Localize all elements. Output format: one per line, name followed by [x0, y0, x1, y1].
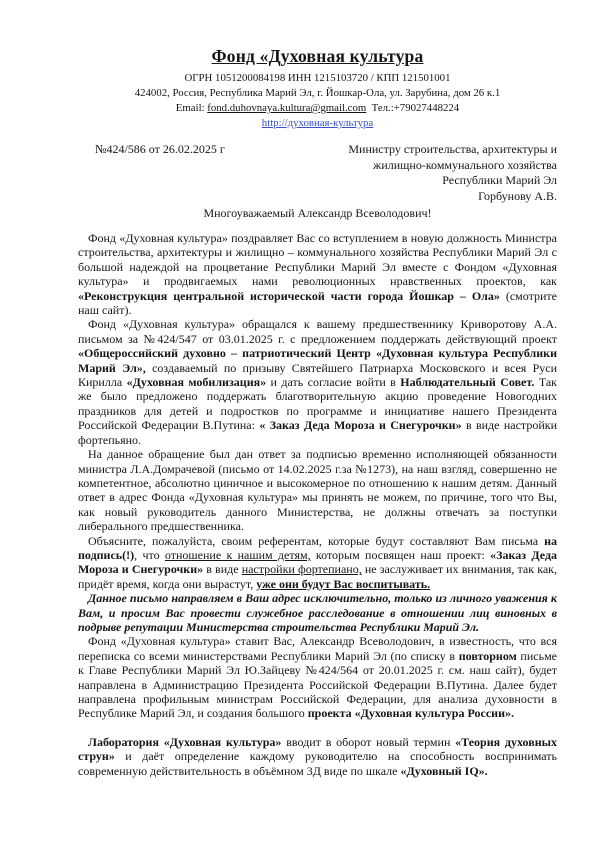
paragraph — [78, 634, 557, 720]
text-run: проекта «Духовная культура России». — [307, 706, 514, 721]
text-run: и дать согласие войти в — [266, 375, 401, 390]
addressee-line: жилищно-коммунального хозяйства — [373, 157, 557, 172]
paragraph — [78, 591, 557, 634]
text-run: «Общероссийский духовно – патриотический Центр «Духовная культура Республики Марий Эл», — [78, 346, 557, 375]
text-run: «Реконструкция центральной исторической части города Йошкар – Ола» — [78, 288, 500, 303]
addressee-block — [348, 142, 557, 204]
text-run: повторном — [458, 648, 517, 663]
website-line — [78, 116, 557, 131]
website-link[interactable]: http://духовная-культура — [261, 117, 374, 129]
text-run: «Духовный IQ». — [400, 763, 488, 778]
text-run: Объясните, пожалуйста, своим референтам, которые будут составляют Вам письма — [88, 533, 545, 548]
text-run: Фонд «Духовная культура» ставит Вас, Александр Всеволодович, в известность, что вся переписка со всеми министерствами Республики Марий Эл (по списку в — [78, 634, 557, 663]
text-run: в виде — [203, 562, 242, 577]
paragraph — [78, 735, 557, 778]
addressee-line: Горбунову А.В. — [478, 188, 557, 203]
text-run: На данное обращение был дан ответ за подписью временно исполняющей обязанности министра Л.А.Домрачевой (письмо от 14.02.2025 г.за №1273), на наш взгляд, совершенно не компетентное, абсолютно циничное и высокомерное по отношению к нашим детям. Данный ответ в адрес Фонда «Духовная культура» мы принять не можем, по причине, того что Вы, как новый руководитель данного Министерства, не должны отвечать за поступки либерального предшественника. — [78, 447, 557, 534]
text-run: Наблюдательный Совет. — [400, 375, 535, 390]
email-label: Email: — [175, 102, 205, 114]
text-run: вводит в оборот новый термин — [281, 734, 456, 749]
text-run: письме к Главе Республики Марий Эл Ю.Зайцеву №424/564 от 20.01.2025 г. см. наш сайт), будет направлена в Администрацию Президента Российской Федерации В.Путина. Далее будет направлена профильным министрам Российской Федерации, для анализа духовности в Республике Марий Эл, и создания большого — [78, 648, 557, 721]
text-run: (смотрите наш сайт). — [78, 288, 557, 318]
text-run: Фонд «Духовная культура» поздравляет Вас со вступлением в новую должность Министра строительства, архитектуры и жилищно – коммунального хозяйства Республики Марий Эл с большой надеждой на процветание Республики Марий Эл вместе с Фондом «Духовная культура» и продвигаемых нами революционных нравственных проектов, как — [78, 231, 557, 289]
paragraph — [78, 231, 557, 317]
letterhead — [78, 46, 557, 131]
phone-number: Тел.:+79027448224 — [371, 102, 460, 114]
text-run: «Духовная мобилизация» — [126, 375, 267, 390]
text-run: , что — [134, 547, 165, 562]
org-title: Фонд «Духовная культура — [211, 46, 424, 66]
text-run: настройки фортепиано, — [241, 562, 362, 577]
text-run: « Заказ Деда Мороза и Снегурочки» — [259, 418, 462, 433]
reference-number: №424/586 от 26.02.2025 г — [95, 142, 225, 156]
text-run: «Теория духовных струн» — [78, 734, 558, 764]
registration-line: ОГРН 1051200084198 ИНН 1215103720 / КПП 121501001 — [184, 72, 451, 84]
text-run: создаваемый по призыву Святейшего Патриарха Московского и всея Руси Кирилла — [78, 360, 557, 390]
addressee-line: Министру строительства, архитектуры и — [348, 142, 557, 156]
text-run: уже они будут Вас воспитывать. — [256, 576, 431, 591]
text-run: «Заказ Деда Мороза и Снегурочки» — [78, 547, 558, 577]
text-run: Данное письмо направляем в Ваш адрес исключительно, только из личного уважения к Вам, и просим Вас провести служебное расследование в отношении лиц виновных в подрыве репутации Министерства строительства Республики Марий Эл. — [78, 591, 557, 634]
text-run: и даёт определение каждому руководителю на способность воспринимать современную действительность в объёмном 3Д виде по шкале — [78, 749, 557, 778]
text-run: Лаборатория «Духовная культура» — [88, 734, 282, 749]
salutation: Многоуважаемый Александр Всеволодович! — [203, 206, 432, 220]
text-run: не заслуживает их внимания, так как, придёт время, когда они вырастут, — [78, 562, 558, 591]
address-line: 424002, Россия, Республика Марий Эл, г. Йошкар-Ола, ул. Зарубина, дом 26 к.1 — [134, 87, 501, 99]
paragraph — [78, 447, 557, 533]
text-run: на подпись(!) — [78, 533, 557, 562]
text-run: которым посвящен наш проект: — [310, 547, 491, 562]
text-run: отношение к нашим детям, — [164, 547, 311, 562]
paragraph — [78, 317, 557, 447]
addressee-line: Республики Марий Эл — [442, 173, 557, 187]
email-link[interactable]: fond.duhovnaya.kultura@gmail.com — [207, 102, 367, 114]
reference-row — [78, 142, 557, 204]
paragraph — [78, 534, 557, 592]
document-body — [78, 231, 557, 778]
text-run: Так же было предложено поддержать благотворительную акцию проведение Новогодних праздников для детей и подростков по программе и инициативе нашего Президента Российской Федерации В.Путина: — [78, 375, 558, 433]
contact-line — [78, 101, 557, 116]
text-run: в виде настройки фортепьяно. — [78, 418, 557, 447]
text-run: Фонд «Духовная культура» обращался к вашему предшественнику Криворотову А.А. письмом за №424/547 от 03.01.2025 г. с предложением поддержать действующий проект — [78, 317, 557, 346]
